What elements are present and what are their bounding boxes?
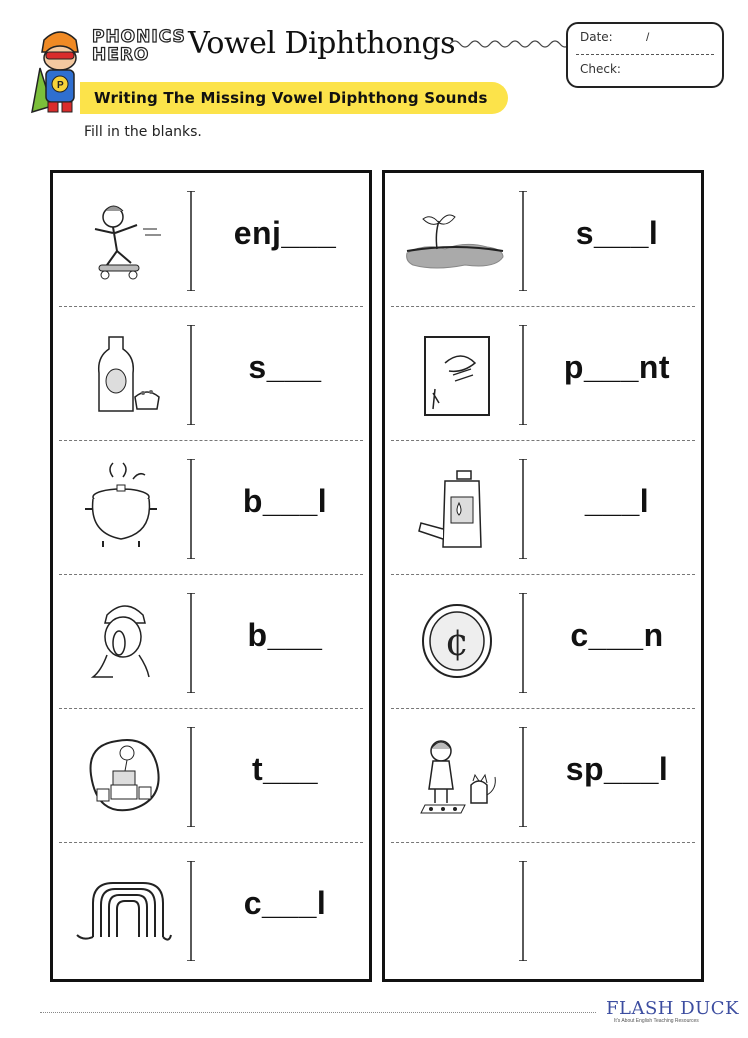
brand-line-1: PHONICS (92, 27, 186, 47)
toy-robot-icon (73, 725, 173, 825)
painted-canvas-icon (405, 323, 505, 423)
exercise-row (385, 843, 701, 977)
answer-divider-icon (518, 727, 528, 827)
oil-can-icon (405, 457, 505, 557)
fill-in-word[interactable]: c___l (243, 885, 327, 921)
phonics-hero-logo (92, 28, 184, 72)
cent-coin-icon (405, 591, 505, 691)
answer-divider-icon (186, 593, 196, 693)
logo-text: FLASH DUCK (606, 998, 740, 1019)
exercise-row (53, 843, 369, 977)
answer-divider-icon (518, 325, 528, 425)
fill-in-word[interactable]: s___ (248, 349, 322, 385)
instruction-text: Fill in the blanks. (84, 124, 202, 140)
brand-line-2: HERO (92, 45, 150, 65)
fill-in-word[interactable]: c___n (570, 617, 664, 653)
answer-divider-icon (186, 325, 196, 425)
exercise-row (53, 709, 369, 843)
soy-sauce-bottle-icon (73, 323, 173, 423)
fill-in-word[interactable]: sp___l (565, 751, 669, 787)
right-exercise-panel (382, 170, 704, 982)
answer-divider-icon (186, 861, 196, 961)
fill-in-word[interactable]: s___l (575, 215, 659, 251)
svg-text:¢: ¢ (445, 620, 470, 664)
exercise-row (53, 173, 369, 307)
exercise-row (53, 307, 369, 441)
answer-divider-icon (518, 593, 528, 693)
answer-divider-icon (518, 861, 528, 961)
logo-tagline: It's About English Teaching Resources (614, 1018, 699, 1024)
girl-with-cat-icon (405, 725, 505, 825)
decorative-squiggle-icon (450, 36, 570, 52)
svg-text:P: P (57, 80, 64, 91)
exercise-row (385, 307, 701, 441)
exercise-row (385, 173, 701, 307)
fill-in-word[interactable]: b___l (242, 483, 328, 519)
exercise-row (53, 575, 369, 709)
boy-with-cap-icon (73, 591, 173, 691)
fill-in-word[interactable]: p___nt (563, 349, 671, 385)
footer-divider (40, 1012, 596, 1013)
fill-in-word[interactable]: enj___ (233, 215, 337, 251)
answer-divider-icon (186, 191, 196, 291)
page-title: Vowel Diphthongs (188, 26, 456, 61)
boiling-pot-icon (73, 457, 173, 557)
subtitle-banner (80, 82, 508, 114)
exercise-row (385, 709, 701, 843)
fill-in-word[interactable]: t___ (251, 751, 319, 787)
exercise-row (53, 441, 369, 575)
exercise-row (385, 575, 701, 709)
date-slash: / (646, 30, 650, 44)
check-label: Check: (580, 62, 621, 76)
coiled-hose-icon (73, 859, 173, 959)
fill-in-word[interactable]: ___l (584, 483, 650, 519)
answer-divider-icon (186, 459, 196, 559)
skateboarder-icon (73, 189, 173, 289)
subtitle-text: Writing The Missing Vowel Diphthong Sounds (94, 89, 488, 107)
date-label: Date: (580, 30, 613, 44)
answer-divider-icon (518, 191, 528, 291)
date-check-box (566, 22, 724, 88)
answer-divider-icon (186, 727, 196, 827)
fill-in-word[interactable]: b___ (247, 617, 323, 653)
sprout-in-soil-icon (405, 189, 505, 289)
date-divider (576, 54, 714, 55)
flash-duck-logo (606, 998, 740, 1028)
answer-divider-icon (518, 459, 528, 559)
left-exercise-panel (50, 170, 372, 982)
exercise-row (385, 441, 701, 575)
